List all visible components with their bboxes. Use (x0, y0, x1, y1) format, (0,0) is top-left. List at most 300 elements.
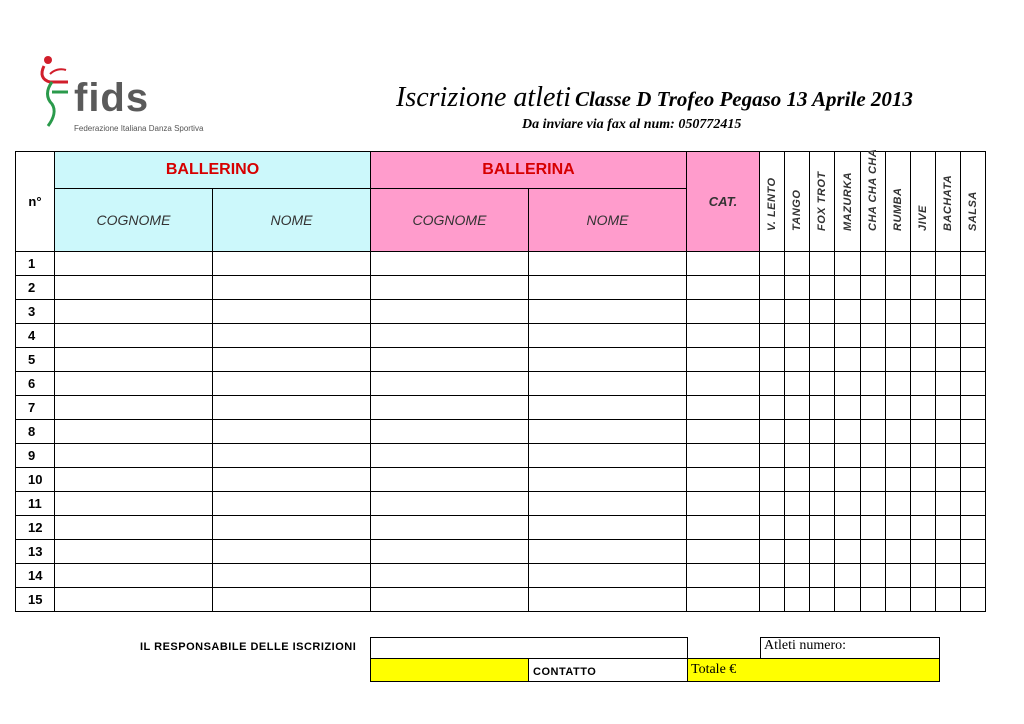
dance-check-cell[interactable] (961, 372, 986, 396)
dance-check-cell[interactable] (961, 588, 986, 612)
dance-check-cell[interactable] (861, 300, 886, 324)
dance-check-cell[interactable] (961, 468, 986, 492)
dance-check-cell[interactable] (810, 252, 835, 276)
table-row (16, 540, 986, 564)
dance-check-cell[interactable] (810, 444, 835, 468)
ballerina-cognome-cell[interactable] (371, 420, 529, 444)
ballerina-cognome-cell[interactable] (371, 372, 529, 396)
dance-check-cell[interactable] (810, 468, 835, 492)
dance-check-cell[interactable] (810, 396, 835, 420)
dance-check-cell[interactable] (861, 540, 886, 564)
dance-check-cell[interactable] (911, 324, 936, 348)
dance-check-cell[interactable] (835, 372, 861, 396)
ballerino-nome-cell[interactable] (213, 468, 371, 492)
ballerino-nome-input[interactable] (213, 300, 370, 323)
ballerina-nome-input[interactable] (529, 468, 686, 491)
ballerino-cognome-cell[interactable] (55, 516, 213, 540)
category-cell[interactable] (687, 564, 760, 588)
dance-check-cell[interactable] (760, 252, 785, 276)
category-cell[interactable] (687, 300, 760, 324)
ballerino-nome-cell[interactable] (213, 396, 371, 420)
dance-check-cell[interactable] (760, 444, 785, 468)
ballerina-nome-cell[interactable] (529, 276, 687, 300)
ballerina-cognome-cell[interactable] (371, 492, 529, 516)
ballerino-nome-input[interactable] (213, 348, 370, 371)
category-cell[interactable] (687, 516, 760, 540)
ballerino-nome-input[interactable] (213, 396, 370, 419)
ballerino-nome-input[interactable] (213, 540, 370, 563)
dance-check-cell[interactable] (810, 324, 835, 348)
dance-check-cell[interactable] (861, 276, 886, 300)
category-input[interactable] (687, 372, 759, 395)
dance-check-cell[interactable] (760, 468, 785, 492)
ballerino-cognome-input[interactable] (55, 348, 212, 371)
ballerina-nome-input[interactable] (529, 348, 686, 371)
ballerino-cognome-input[interactable] (55, 420, 212, 443)
dance-check-cell[interactable] (936, 468, 961, 492)
ballerina-nome-input[interactable] (529, 300, 686, 323)
dance-check-cell[interactable] (911, 492, 936, 516)
dance-check-cell[interactable] (886, 276, 911, 300)
ballerina-nome-input[interactable] (529, 252, 686, 275)
ballerina-nome-cell[interactable] (529, 420, 687, 444)
ballerino-nome-input[interactable] (213, 324, 370, 347)
ballerino-cognome-input[interactable] (55, 300, 212, 323)
dance-check-cell[interactable] (785, 420, 810, 444)
dance-check-cell[interactable] (760, 420, 785, 444)
ballerina-nome-cell[interactable] (529, 492, 687, 516)
dance-check-cell[interactable] (810, 276, 835, 300)
dance-check-cell[interactable] (936, 372, 961, 396)
header-number: n° (16, 152, 55, 252)
ballerino-nome-cell[interactable] (213, 444, 371, 468)
ballerina-nome-input[interactable] (529, 372, 686, 395)
dance-check-cell[interactable] (760, 564, 785, 588)
dance-check-cell[interactable] (936, 564, 961, 588)
dance-check-cell[interactable] (936, 396, 961, 420)
dance-check-cell[interactable] (835, 396, 861, 420)
dance-check-cell[interactable] (785, 324, 810, 348)
dance-check-cell[interactable] (911, 252, 936, 276)
dance-check-cell[interactable] (760, 348, 785, 372)
ballerina-cognome-input[interactable] (371, 564, 528, 587)
ballerino-nome-cell[interactable] (213, 540, 371, 564)
dance-check-cell[interactable] (760, 372, 785, 396)
dance-check-cell[interactable] (886, 252, 911, 276)
dance-check-cell[interactable] (936, 492, 961, 516)
table-row (16, 468, 986, 492)
ballerina-nome-cell[interactable] (529, 348, 687, 372)
ballerino-nome-input[interactable] (213, 588, 370, 611)
ballerino-cognome-input[interactable] (55, 276, 212, 299)
category-cell[interactable] (687, 492, 760, 516)
dance-check-cell[interactable] (835, 588, 861, 612)
ballerino-nome-input[interactable] (213, 276, 370, 299)
dance-check-cell[interactable] (861, 396, 886, 420)
dance-check-cell[interactable] (785, 300, 810, 324)
dance-check-cell[interactable] (886, 396, 911, 420)
dance-check-cell[interactable] (810, 516, 835, 540)
ballerina-cognome-cell[interactable] (371, 348, 529, 372)
category-cell[interactable] (687, 540, 760, 564)
dance-check-cell[interactable] (936, 444, 961, 468)
dance-check-cell[interactable] (886, 516, 911, 540)
category-input[interactable] (687, 540, 759, 563)
ballerina-cognome-input[interactable] (371, 468, 528, 491)
dance-check-cell[interactable] (835, 420, 861, 444)
ballerino-cognome-input[interactable] (55, 396, 212, 419)
dance-check-cell[interactable] (835, 468, 861, 492)
dance-check-cell[interactable] (961, 252, 986, 276)
ballerino-nome-cell[interactable] (213, 348, 371, 372)
page-title (396, 82, 913, 114)
category-cell[interactable] (687, 588, 760, 612)
category-input[interactable] (687, 300, 759, 323)
dance-check-cell[interactable] (835, 540, 861, 564)
ballerino-cognome-input[interactable] (55, 540, 212, 563)
contatto-input[interactable] (371, 659, 528, 681)
ballerino-cognome-cell[interactable] (55, 252, 213, 276)
dance-check-cell[interactable] (760, 540, 785, 564)
ballerino-nome-cell[interactable] (213, 324, 371, 348)
ballerina-cognome-input[interactable] (371, 540, 528, 563)
header-dance-salsa: SALSA (961, 152, 986, 252)
dance-check-cell[interactable] (886, 324, 911, 348)
dance-check-cell[interactable] (936, 420, 961, 444)
ballerino-nome-cell[interactable] (213, 300, 371, 324)
dance-check-cell[interactable] (760, 588, 785, 612)
dance-check-cell[interactable] (810, 420, 835, 444)
dance-check-cell[interactable] (760, 324, 785, 348)
dance-check-cell[interactable] (785, 588, 810, 612)
title-event: Classe D Trofeo Pegaso 13 Aprile 2013 (574, 87, 913, 111)
dance-check-cell[interactable] (785, 372, 810, 396)
dance-check-cell[interactable] (861, 492, 886, 516)
dance-check-cell[interactable] (936, 588, 961, 612)
ballerino-cognome-cell[interactable] (55, 348, 213, 372)
ballerina-nome-input[interactable] (529, 396, 686, 419)
category-input[interactable] (687, 468, 759, 491)
dance-check-cell[interactable] (911, 564, 936, 588)
dance-check-cell[interactable] (911, 396, 936, 420)
dance-check-cell[interactable] (861, 372, 886, 396)
ballerina-nome-input[interactable] (529, 588, 686, 611)
ballerina-cognome-input[interactable] (371, 372, 528, 395)
ballerina-nome-cell[interactable] (529, 252, 687, 276)
ballerina-cognome-cell[interactable] (371, 540, 529, 564)
ballerino-cognome-cell[interactable] (55, 372, 213, 396)
category-cell[interactable] (687, 396, 760, 420)
ballerino-nome-cell[interactable] (213, 492, 371, 516)
category-cell[interactable] (687, 252, 760, 276)
dance-check-cell[interactable] (835, 348, 861, 372)
category-input[interactable] (687, 588, 759, 611)
dance-check-cell[interactable] (911, 420, 936, 444)
ballerino-nome-input[interactable] (213, 492, 370, 515)
ballerina-cognome-input[interactable] (371, 420, 528, 443)
ballerino-nome-cell[interactable] (213, 372, 371, 396)
ballerino-cognome-cell[interactable] (55, 492, 213, 516)
dance-check-cell[interactable] (785, 348, 810, 372)
category-input[interactable] (687, 492, 759, 515)
dance-check-cell[interactable] (785, 252, 810, 276)
title-main: Iscrizione atleti (396, 82, 571, 113)
ballerina-nome-cell[interactable] (529, 324, 687, 348)
ballerina-cognome-input[interactable] (371, 516, 528, 539)
category-cell[interactable] (687, 420, 760, 444)
ballerino-cognome-cell[interactable] (55, 300, 213, 324)
ballerina-nome-cell[interactable] (529, 516, 687, 540)
ballerino-nome-input[interactable] (213, 468, 370, 491)
responsabile-input[interactable] (371, 638, 687, 658)
ballerina-cognome-input[interactable] (371, 396, 528, 419)
dance-check-cell[interactable] (835, 276, 861, 300)
dance-check-cell[interactable] (886, 420, 911, 444)
dance-check-cell[interactable] (835, 300, 861, 324)
dance-check-cell[interactable] (785, 540, 810, 564)
dance-check-cell[interactable] (835, 252, 861, 276)
dance-check-cell[interactable] (961, 276, 986, 300)
dance-check-cell[interactable] (861, 468, 886, 492)
dance-check-cell[interactable] (961, 396, 986, 420)
dance-check-cell[interactable] (835, 444, 861, 468)
dance-check-cell[interactable] (861, 564, 886, 588)
dance-check-cell[interactable] (961, 492, 986, 516)
dance-check-cell[interactable] (911, 588, 936, 612)
ballerino-nome-cell[interactable] (213, 564, 371, 588)
dance-check-cell[interactable] (861, 324, 886, 348)
dance-check-cell[interactable] (936, 252, 961, 276)
dance-check-cell[interactable] (961, 300, 986, 324)
ballerino-nome-cell[interactable] (213, 420, 371, 444)
ballerina-cognome-cell[interactable] (371, 516, 529, 540)
ballerino-nome-input[interactable] (213, 252, 370, 275)
dance-check-cell[interactable] (936, 276, 961, 300)
dance-check-cell[interactable] (886, 348, 911, 372)
dance-check-cell[interactable] (861, 348, 886, 372)
dance-check-cell[interactable] (760, 300, 785, 324)
category-input[interactable] (687, 420, 759, 443)
dance-check-cell[interactable] (835, 324, 861, 348)
ballerino-cognome-cell[interactable] (55, 276, 213, 300)
dance-check-cell[interactable] (961, 564, 986, 588)
category-input[interactable] (687, 252, 759, 275)
dance-check-cell[interactable] (785, 396, 810, 420)
ballerino-cognome-input[interactable] (55, 372, 212, 395)
category-input[interactable] (687, 516, 759, 539)
ballerina-cognome-cell[interactable] (371, 324, 529, 348)
dance-check-cell[interactable] (936, 540, 961, 564)
ballerino-nome-cell[interactable] (213, 588, 371, 612)
ballerina-nome-cell[interactable] (529, 588, 687, 612)
dance-check-cell[interactable] (961, 516, 986, 540)
ballerino-cognome-input[interactable] (55, 492, 212, 515)
ballerino-cognome-cell[interactable] (55, 540, 213, 564)
dance-check-cell[interactable] (886, 300, 911, 324)
ballerina-cognome-cell[interactable] (371, 252, 529, 276)
dance-check-cell[interactable] (810, 348, 835, 372)
ballerino-nome-input[interactable] (213, 564, 370, 587)
ballerino-nome-cell[interactable] (213, 516, 371, 540)
dance-check-cell[interactable] (911, 372, 936, 396)
ballerino-cognome-cell[interactable] (55, 444, 213, 468)
category-input[interactable] (687, 324, 759, 347)
table-row (16, 492, 986, 516)
header-category: CAT. (687, 152, 760, 252)
dance-check-cell[interactable] (785, 564, 810, 588)
category-cell[interactable] (687, 324, 760, 348)
dance-check-cell[interactable] (961, 444, 986, 468)
dance-check-cell[interactable] (886, 588, 911, 612)
ballerino-nome-input[interactable] (213, 444, 370, 467)
dance-check-cell[interactable] (886, 372, 911, 396)
dance-check-cell[interactable] (961, 348, 986, 372)
dance-check-cell[interactable] (835, 564, 861, 588)
dance-check-cell[interactable] (785, 492, 810, 516)
ballerino-nome-input[interactable] (213, 516, 370, 539)
ballerino-cognome-cell[interactable] (55, 396, 213, 420)
dance-check-cell[interactable] (961, 324, 986, 348)
ballerina-cognome-input[interactable] (371, 588, 528, 611)
ballerina-cognome-input[interactable] (371, 492, 528, 515)
ballerina-cognome-cell[interactable] (371, 276, 529, 300)
dance-check-cell[interactable] (810, 540, 835, 564)
dance-check-cell[interactable] (961, 420, 986, 444)
dance-check-cell[interactable] (810, 372, 835, 396)
dance-check-cell[interactable] (760, 276, 785, 300)
category-cell[interactable] (687, 444, 760, 468)
category-cell[interactable] (687, 276, 760, 300)
category-input[interactable] (687, 276, 759, 299)
dance-check-cell[interactable] (886, 468, 911, 492)
ballerino-cognome-cell[interactable] (55, 564, 213, 588)
dance-check-cell[interactable] (936, 300, 961, 324)
ballerina-nome-input[interactable] (529, 420, 686, 443)
ballerino-cognome-input[interactable] (55, 516, 212, 539)
dance-check-cell[interactable] (886, 564, 911, 588)
ballerina-nome-input[interactable] (529, 516, 686, 539)
dance-check-cell[interactable] (861, 588, 886, 612)
dance-check-cell[interactable] (961, 540, 986, 564)
dance-check-cell[interactable] (911, 300, 936, 324)
dance-check-cell[interactable] (810, 564, 835, 588)
table-row (16, 276, 986, 300)
dance-check-cell[interactable] (936, 324, 961, 348)
category-input[interactable] (687, 348, 759, 371)
dance-check-cell[interactable] (785, 444, 810, 468)
dance-check-cell[interactable] (861, 516, 886, 540)
responsabile-field[interactable] (370, 637, 688, 659)
ballerina-cognome-cell[interactable] (371, 588, 529, 612)
ballerina-nome-cell[interactable] (529, 444, 687, 468)
ballerino-cognome-input[interactable] (55, 468, 212, 491)
ballerina-cognome-cell[interactable] (371, 444, 529, 468)
ballerino-cognome-input[interactable] (55, 564, 212, 587)
category-input[interactable] (687, 564, 759, 587)
category-input[interactable] (687, 396, 759, 419)
ballerino-nome-input[interactable] (213, 372, 370, 395)
dance-check-cell[interactable] (861, 252, 886, 276)
dance-check-cell[interactable] (886, 492, 911, 516)
dance-check-cell[interactable] (911, 468, 936, 492)
header-ballerina-nome: NOME (529, 189, 687, 252)
ballerina-nome-input[interactable] (529, 492, 686, 515)
dance-check-cell[interactable] (810, 300, 835, 324)
category-cell[interactable] (687, 468, 760, 492)
dance-check-cell[interactable] (886, 444, 911, 468)
dance-check-cell[interactable] (760, 492, 785, 516)
ballerina-nome-input[interactable] (529, 564, 686, 587)
dance-check-cell[interactable] (911, 516, 936, 540)
dance-check-cell[interactable] (911, 540, 936, 564)
dance-check-cell[interactable] (911, 276, 936, 300)
ballerina-nome-input[interactable] (529, 276, 686, 299)
ballerino-cognome-cell[interactable] (55, 468, 213, 492)
dance-check-cell[interactable] (861, 420, 886, 444)
dance-check-cell[interactable] (785, 468, 810, 492)
dance-check-cell[interactable] (810, 588, 835, 612)
ballerino-cognome-input[interactable] (55, 252, 212, 275)
ballerina-cognome-input[interactable] (371, 348, 528, 371)
ballerino-nome-cell[interactable] (213, 276, 371, 300)
category-cell[interactable] (687, 348, 760, 372)
dance-check-cell[interactable] (911, 444, 936, 468)
dance-check-cell[interactable] (760, 516, 785, 540)
dance-check-cell[interactable] (785, 516, 810, 540)
dance-check-cell[interactable] (835, 492, 861, 516)
ballerina-cognome-cell[interactable] (371, 468, 529, 492)
ballerina-nome-cell[interactable] (529, 372, 687, 396)
dance-check-cell[interactable] (785, 276, 810, 300)
ballerina-cognome-input[interactable] (371, 300, 528, 323)
ballerina-cognome-input[interactable] (371, 444, 528, 467)
ballerino-nome-input[interactable] (213, 420, 370, 443)
ballerina-nome-cell[interactable] (529, 540, 687, 564)
ballerino-cognome-input[interactable] (55, 588, 212, 611)
ballerina-cognome-input[interactable] (371, 252, 528, 275)
ballerino-cognome-cell[interactable] (55, 588, 213, 612)
contatto-field[interactable] (370, 658, 529, 682)
ballerino-cognome-cell[interactable] (55, 324, 213, 348)
ballerino-nome-cell[interactable] (213, 252, 371, 276)
ballerina-nome-input[interactable] (529, 540, 686, 563)
ballerina-cognome-cell[interactable] (371, 300, 529, 324)
dance-check-cell[interactable] (936, 348, 961, 372)
ballerino-cognome-input[interactable] (55, 444, 212, 467)
ballerina-nome-input[interactable] (529, 324, 686, 347)
dance-check-cell[interactable] (936, 516, 961, 540)
dance-check-cell[interactable] (835, 516, 861, 540)
category-cell[interactable] (687, 372, 760, 396)
ballerina-cognome-cell[interactable] (371, 396, 529, 420)
ballerina-nome-cell[interactable] (529, 564, 687, 588)
dance-check-cell[interactable] (911, 348, 936, 372)
ballerina-nome-input[interactable] (529, 444, 686, 467)
dance-check-cell[interactable] (886, 540, 911, 564)
ballerina-cognome-input[interactable] (371, 276, 528, 299)
ballerino-cognome-input[interactable] (55, 324, 212, 347)
ballerina-nome-cell[interactable] (529, 468, 687, 492)
category-input[interactable] (687, 444, 759, 467)
ballerina-cognome-cell[interactable] (371, 564, 529, 588)
ballerina-nome-cell[interactable] (529, 396, 687, 420)
ballerino-cognome-cell[interactable] (55, 420, 213, 444)
ballerina-cognome-input[interactable] (371, 324, 528, 347)
ballerina-nome-cell[interactable] (529, 300, 687, 324)
dance-check-cell[interactable] (861, 444, 886, 468)
dance-check-cell[interactable] (760, 396, 785, 420)
dance-check-cell[interactable] (810, 492, 835, 516)
